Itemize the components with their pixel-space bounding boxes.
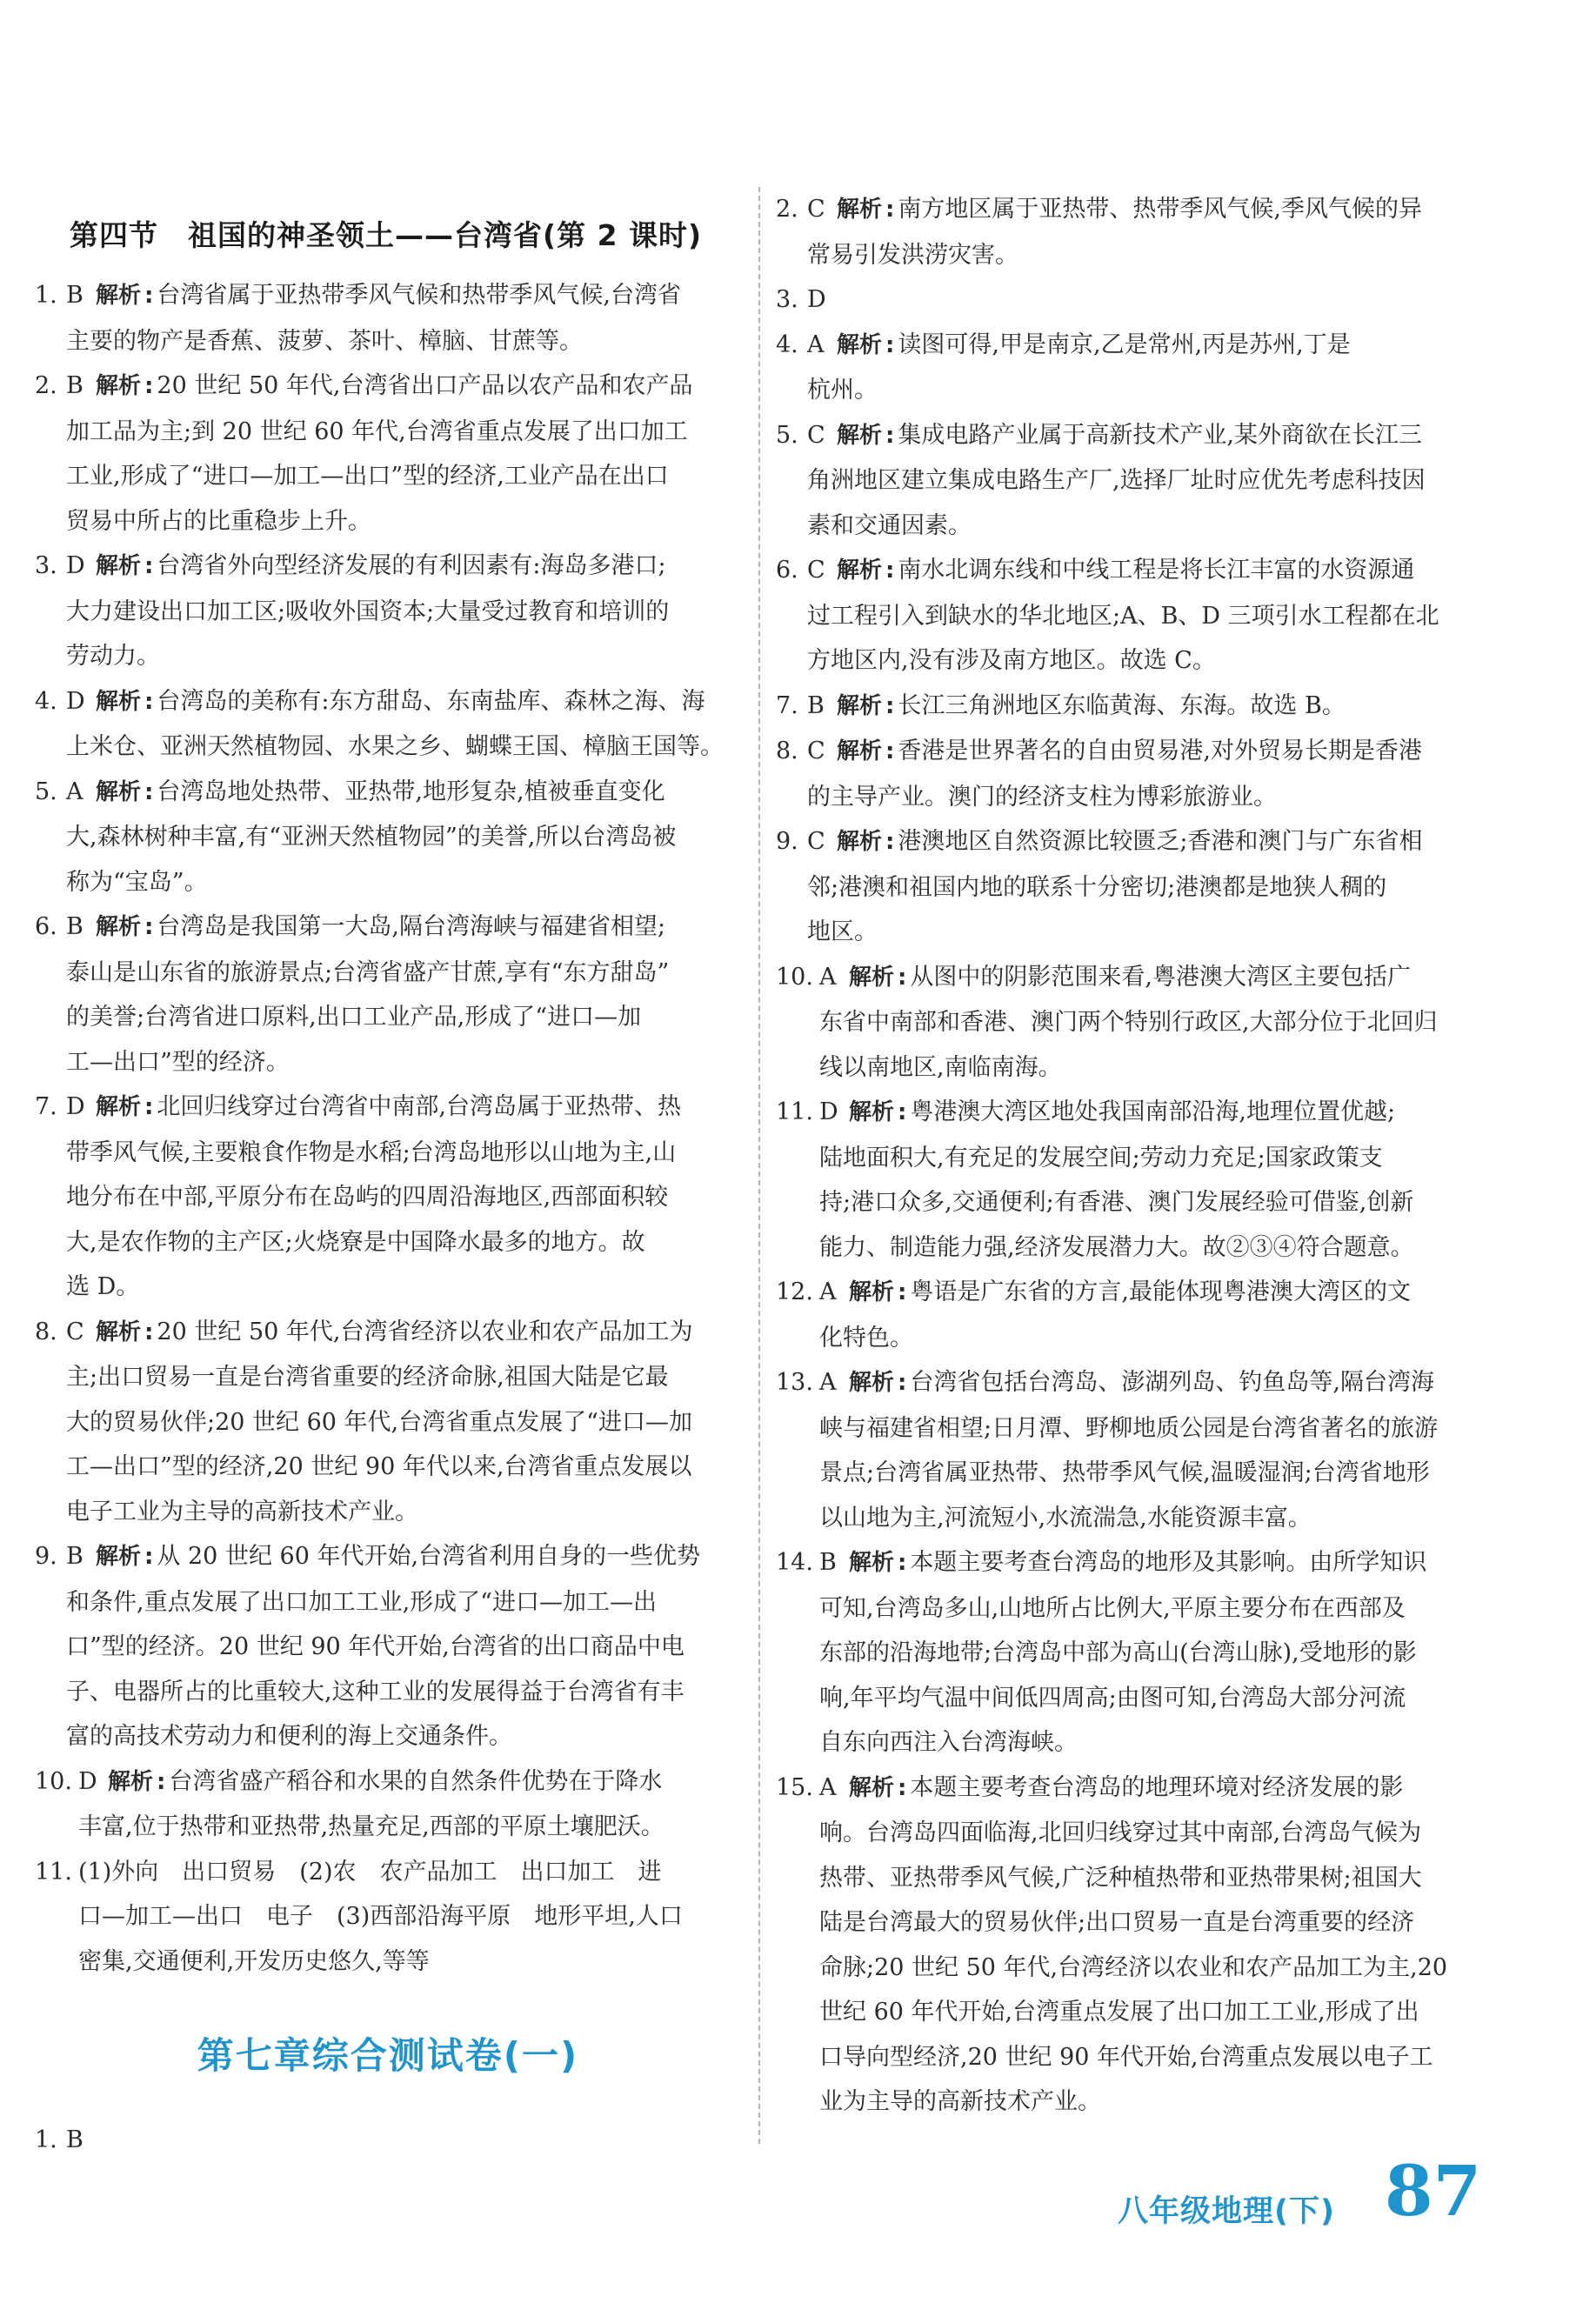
answer-line <box>776 729 1489 775</box>
answer-line <box>35 860 741 905</box>
answer-text: 口”型的经济。20 世纪 90 年代开始,台湾省的出口商品中电 <box>66 1633 684 1660</box>
answer-line <box>776 1045 1489 1091</box>
answer-choice: B <box>66 913 83 940</box>
analysis-label: 解析 <box>96 553 142 579</box>
answer-line <box>35 1759 741 1806</box>
answer-text: 长江三角洲地区东临黄海、东海。故选 B。 <box>898 691 1346 719</box>
answer-line <box>35 1939 741 1985</box>
analysis-colon: : <box>885 331 895 358</box>
answer-choice: C <box>807 421 825 449</box>
answer-line <box>776 187 1489 233</box>
answer-line <box>776 548 1489 594</box>
answer-line <box>35 1265 741 1310</box>
answer-item <box>776 819 1489 955</box>
answer-text: 地分布在中部,平原分布在岛屿的四周沿海地区,西部面积较 <box>66 1184 669 1211</box>
answer-line <box>35 499 741 544</box>
answer-text: 大力建设出口加工区;吸收外国资本;大量受过教育和培训的 <box>66 597 670 625</box>
right-answer-list <box>776 187 1489 2125</box>
answer-text: 读图可得,甲是南京,乙是常州,丙是苏州,丁是 <box>898 330 1351 358</box>
answer-text: 杭州。 <box>807 377 878 404</box>
answer-line <box>35 544 741 590</box>
answer-line <box>776 1720 1489 1766</box>
answer-text: 台湾岛地处热带、亚热带,地形复杂,植被垂直变化 <box>157 778 665 805</box>
answer-choice: D <box>78 1767 97 1795</box>
answer-item <box>35 1850 741 1985</box>
answer-item <box>35 1534 741 1759</box>
answer-line <box>776 1270 1489 1316</box>
answer-item <box>776 1270 1489 1360</box>
answer-line <box>35 1040 741 1085</box>
answer-line <box>35 454 741 499</box>
answer-text: 大的贸易伙伴;20 世纪 60 年代,台湾省重点发展了“进口—加 <box>66 1408 692 1436</box>
answer-choice: A <box>807 330 825 358</box>
answer-text: 从图中的阴影范围来看,粤港澳大湾区主要包括广 <box>910 963 1412 991</box>
analysis-colon: : <box>898 1279 907 1305</box>
answer-text: 过工程引入到缺水的华北地区;A、B、D 三项引水工程都在北 <box>807 602 1439 630</box>
answer-number: 6. <box>776 557 798 584</box>
analysis-label: 解析 <box>849 1279 895 1305</box>
analysis-colon: : <box>144 914 154 940</box>
answer-number: 3. <box>35 552 57 579</box>
answer-item <box>776 1766 1489 2125</box>
answer-text: 南水北调东线和中线工程是将长江丰富的水资源通 <box>898 557 1415 584</box>
answer-text: 东省中南部和香港、澳门两个特别行政区,大部分位于北回归 <box>819 1009 1438 1036</box>
answer-number: 1. <box>35 2126 57 2153</box>
answer-text: 热带、亚热带季风气候,广泛种植热带和亚热带果树;祖国大 <box>819 1864 1422 1892</box>
answer-line <box>35 679 741 725</box>
answer-line <box>35 1445 741 1490</box>
answer-number: 4. <box>776 330 798 358</box>
answer-line <box>776 775 1489 820</box>
answer-line <box>776 1406 1489 1452</box>
answer-line <box>35 995 741 1040</box>
answer-text: 陆地面积大,有充足的发展空间;劳动力充足;国家政策支 <box>819 1144 1383 1172</box>
answer-text: 大,森林树种丰富,有“亚洲天然植物园”的美誉,所以台湾岛被 <box>66 824 677 851</box>
answer-number: 6. <box>35 913 57 940</box>
answer-text: 持;港口众多,交通便利;有香港、澳门发展经验可借鉴,创新 <box>819 1189 1414 1216</box>
answer-item <box>35 679 741 770</box>
answer-number: 15. <box>776 1773 813 1801</box>
answer-text: 泰山是山东省的旅游景点;台湾省盛产甘蔗,享有“东方甜岛” <box>66 958 670 986</box>
answer-line <box>35 1894 741 1939</box>
answer-line <box>776 1946 1489 1991</box>
answer-number: 13. <box>776 1369 813 1396</box>
answer-text: 密集,交通便利,开发历史悠久,等等 <box>78 1947 430 1975</box>
answer-choice: D <box>66 687 85 715</box>
answer-choice: B <box>66 2126 83 2153</box>
answer-line <box>776 1090 1489 1136</box>
answer-text: 加工品为主;到 20 世纪 60 年代,台湾省重点发展了出口加工 <box>66 417 688 445</box>
answer-text: (1)外向 出口贸易 (2)农 农产品加工 出口加工 进 <box>78 1858 662 1886</box>
analysis-colon: : <box>898 1370 907 1396</box>
answer-item <box>35 1085 741 1310</box>
answer-text: 选 D。 <box>66 1273 140 1300</box>
answer-number: 11. <box>35 1858 72 1886</box>
answer-line <box>35 1670 741 1715</box>
analysis-colon: : <box>144 553 154 579</box>
answer-text: 粤港澳大湾区地处我国南部沿海,地理位置优越; <box>910 1098 1396 1125</box>
answer-line <box>35 319 741 364</box>
answer-text: 自东向西注入台湾海峡。 <box>819 1729 1078 1756</box>
answer-choice: B <box>66 282 83 309</box>
answer-item <box>776 187 1489 277</box>
answer-text: 上米仓、亚洲天然植物园、水果之乡、蝴蝶王国、樟脑王国等。 <box>66 733 724 760</box>
answer-number: 8. <box>35 1318 57 1345</box>
answer-number: 8. <box>776 738 798 764</box>
analysis-label: 解析 <box>849 1550 895 1576</box>
answer-number: 1. <box>35 282 57 309</box>
answer-line <box>776 1316 1489 1361</box>
answer-number: 7. <box>35 1093 57 1120</box>
answer-line <box>776 684 1489 730</box>
answer-text: 主;出口贸易一直是台湾省重要的经济命脉,祖国大陆是它最 <box>66 1364 669 1391</box>
analysis-label: 解析 <box>96 1318 142 1345</box>
answer-line <box>776 277 1489 323</box>
answer-choice: A <box>819 963 837 991</box>
answer-number: 9. <box>35 1543 57 1570</box>
answer-text: 主要的物产是香蕉、菠萝、茶叶、樟脑、甘蔗等。 <box>66 327 583 355</box>
answer-text: 台湾省外向型经济发展的有利因素有:海岛多港口; <box>157 552 666 579</box>
answer-item <box>776 955 1489 1091</box>
answer-item <box>776 1540 1489 1766</box>
answer-choice: B <box>819 1549 837 1576</box>
answer-line <box>776 1451 1489 1496</box>
section-title: 第四节 祖国的神圣领土——台湾省(第 2 课时) <box>70 218 703 252</box>
answer-choice: A <box>819 1773 837 1801</box>
answer-choice: B <box>66 1543 83 1570</box>
answer-line <box>776 1225 1489 1271</box>
analysis-colon: : <box>885 738 895 764</box>
left-answer-list <box>35 273 741 1984</box>
answer-item <box>35 544 741 679</box>
analysis-colon: : <box>885 692 895 719</box>
answer-line <box>776 1856 1489 1901</box>
answer-line <box>35 1534 741 1580</box>
answer-text: 可知,台湾岛多山,山地所占比例大,平原主要分布在西部及 <box>819 1594 1406 1622</box>
answer-line <box>776 594 1489 639</box>
answer-number: 7. <box>776 691 798 719</box>
answer-item <box>35 905 741 1085</box>
chapter-title: 第七章综合测试卷(一) <box>197 2034 579 2077</box>
answer-line <box>776 638 1489 684</box>
answer-line <box>35 273 741 319</box>
analysis-colon: : <box>144 283 154 309</box>
answer-text: 称为“宝岛”。 <box>66 868 208 896</box>
answer-line <box>35 1850 741 1895</box>
answer-text: 丰富,位于热带和亚热带,热量充足,西部的平原土壤肥沃。 <box>78 1813 664 1840</box>
answer-line <box>776 413 1489 459</box>
answer-choice: D <box>807 286 826 313</box>
right-column <box>776 187 1489 2125</box>
answer-line <box>776 1676 1489 1721</box>
answer-item <box>35 1310 741 1535</box>
answer-line <box>776 368 1489 413</box>
answer-choice: B <box>807 691 825 719</box>
answer-text: 本题主要考查台湾岛的地形及其影响。由所学知识 <box>910 1549 1427 1576</box>
answer-line <box>776 1000 1489 1045</box>
answer-item <box>776 413 1489 549</box>
analysis-colon: : <box>885 422 895 449</box>
answer-text: 工业,形成了“进口—加工—出口”型的经济,工业产品在出口 <box>66 463 669 490</box>
answer-line <box>776 1766 1489 1812</box>
answer-choice: C <box>66 1318 84 1345</box>
answer-line <box>35 1400 741 1445</box>
answer-line <box>35 1131 741 1176</box>
answer-item <box>776 277 1489 323</box>
answer-text: 常易引发洪涝灾害。 <box>807 241 1018 269</box>
analysis-label: 解析 <box>837 738 883 764</box>
analysis-colon: : <box>885 197 895 223</box>
analysis-label: 解析 <box>837 422 883 449</box>
answer-line <box>776 819 1489 865</box>
answer-line <box>776 1180 1489 1225</box>
analysis-label: 解析 <box>96 1094 142 1120</box>
chapter-answer-item <box>35 2118 741 2163</box>
analysis-label: 解析 <box>837 197 883 223</box>
answer-text: 响,年平均气温中间低四周高;由图可知,台湾岛大部分河流 <box>819 1684 1406 1712</box>
analysis-colon: : <box>885 829 895 855</box>
analysis-label: 解析 <box>108 1768 154 1795</box>
answer-number: 14. <box>776 1549 813 1576</box>
answer-text: 响。台湾岛四面临海,北回归线穿过其中南部,台湾岛气候为 <box>819 1819 1422 1846</box>
answer-text: 工—出口”型的经济,20 世纪 90 年代以来,台湾省重点发展以 <box>66 1453 692 1480</box>
answer-text: 陆是台湾最大的贸易伙伴;出口贸易一直是台湾重要的经济 <box>819 1909 1415 1936</box>
answer-text: 地区。 <box>807 918 878 945</box>
answer-line <box>35 364 741 410</box>
answer-number: 12. <box>776 1278 813 1305</box>
answer-item <box>35 364 741 544</box>
answer-text: 景点;台湾省属亚热带、热带季风气候,温暖湿润;台湾省地形 <box>819 1459 1430 1486</box>
analysis-colon: : <box>144 1094 154 1120</box>
analysis-colon: : <box>144 1318 154 1345</box>
answer-line <box>776 1811 1489 1856</box>
answer-line <box>35 1220 741 1265</box>
page-number: 87 <box>1385 2150 1482 2232</box>
answer-text: 命脉;20 世纪 50 年代,台湾经济以农业和农产品加工为主,20 <box>819 1953 1448 1981</box>
answer-text: 香港是世界著名的自由贸易港,对外贸易长期是香港 <box>898 738 1423 764</box>
answer-text: 从 20 世纪 60 年代开始,台湾省利用自身的一些优势 <box>157 1543 701 1570</box>
answer-number: 3. <box>776 286 798 313</box>
analysis-label: 解析 <box>837 557 883 584</box>
answer-number: 5. <box>776 421 798 449</box>
answer-number: 4. <box>35 687 57 715</box>
analysis-colon: : <box>144 778 154 805</box>
answer-text: 化特色。 <box>819 1324 913 1352</box>
answer-line <box>35 1355 741 1400</box>
answer-line <box>35 1310 741 1356</box>
analysis-colon: : <box>144 688 154 715</box>
answer-text: 劳动力。 <box>66 643 160 670</box>
answer-line <box>35 1625 741 1670</box>
answer-text: 20 世纪 50 年代,台湾省出口产品以农产品和农产品 <box>157 372 693 399</box>
answer-item <box>776 1090 1489 1270</box>
answer-text: 贸易中所占的比重稳步上升。 <box>66 507 371 535</box>
answer-line <box>776 1360 1489 1406</box>
answer-item <box>776 548 1489 684</box>
answer-text: 20 世纪 50 年代,台湾省经济以农业和农产品加工为 <box>157 1318 693 1345</box>
analysis-label: 解析 <box>96 373 142 399</box>
answer-text: 和条件,重点发展了出口加工工业,形成了“进口—加工—出 <box>66 1588 657 1616</box>
answer-text: 线以南地区,南临南海。 <box>819 1053 1062 1081</box>
answer-choice: D <box>66 1093 85 1120</box>
answer-choice: A <box>819 1278 837 1305</box>
answer-line <box>776 1900 1489 1946</box>
answer-item <box>35 1759 741 1850</box>
answer-line <box>35 770 741 816</box>
answer-text: 工—出口”型的经济。 <box>66 1048 290 1076</box>
answer-line <box>35 1085 741 1131</box>
analysis-colon: : <box>144 1544 154 1570</box>
answer-line <box>776 1540 1489 1586</box>
answer-text: 粤语是广东省的方言,最能体现粤港澳大湾区的文 <box>910 1278 1412 1305</box>
answer-line <box>35 905 741 951</box>
answer-text: 本题主要考查台湾岛的地理环境对经济发展的影 <box>910 1773 1404 1801</box>
answer-line <box>776 865 1489 911</box>
left-column <box>35 187 741 2163</box>
answer-text: 集成电路产业属于高新技术产业,某外商欲在长江三 <box>898 421 1423 449</box>
footer-subject-label: 八年级地理(下) <box>1118 2194 1335 2229</box>
answer-line <box>776 910 1489 955</box>
answer-text: 方地区内,没有涉及南方地区。故选 C。 <box>807 647 1216 674</box>
answer-choice: C <box>807 196 825 223</box>
answer-text: 世纪 60 年代开始,台湾重点发展了出口加工工业,形成了出 <box>819 1999 1419 2026</box>
answer-item <box>35 770 741 905</box>
analysis-label: 解析 <box>849 1099 895 1125</box>
answer-text: 台湾省包括台湾岛、澎湖列岛、钓鱼岛等,隔台湾海 <box>910 1369 1435 1396</box>
analysis-colon: : <box>885 557 895 584</box>
answer-text: 富的高技术劳动力和便利的海上交通条件。 <box>66 1723 512 1750</box>
answer-text: 的主导产业。澳门的经济支柱为博彩旅游业。 <box>807 783 1277 811</box>
analysis-label: 解析 <box>837 331 883 358</box>
answer-number: 5. <box>35 778 57 805</box>
answer-line <box>35 724 741 770</box>
answer-line <box>35 1175 741 1220</box>
answer-item <box>776 729 1489 819</box>
answer-line <box>35 634 741 679</box>
answer-line <box>776 1496 1489 1541</box>
answer-text: 以山地为主,河流短小,水流湍急,水能资源丰富。 <box>819 1504 1312 1532</box>
answer-choice: D <box>819 1098 838 1125</box>
answer-choice: A <box>819 1369 837 1396</box>
answer-text: 东部的沿海地带;台湾岛中部为高山(台湾山脉),受地形的影 <box>819 1639 1417 1666</box>
answer-line <box>776 1136 1489 1181</box>
answer-text: 北回归线穿过台湾省中南部,台湾岛属于亚热带、热 <box>157 1093 682 1120</box>
answer-text: 电子工业为主导的高新技术产业。 <box>66 1498 418 1525</box>
answer-text: 能力、制造能力强,经济发展潜力大。故②③④符合题意。 <box>819 1233 1414 1261</box>
analysis-label: 解析 <box>96 1544 142 1570</box>
answer-line <box>776 323 1489 369</box>
answer-item <box>776 684 1489 730</box>
analysis-label: 解析 <box>96 778 142 805</box>
answer-line <box>35 1714 741 1759</box>
answer-line <box>35 1580 741 1625</box>
answer-text: 邻;港澳和祖国内地的联系十分密切;港澳都是地狭人稠的 <box>807 873 1387 901</box>
answer-text: 大,是农作物的主产区;火烧寮是中国降水最多的地方。故 <box>66 1228 645 1256</box>
answer-line <box>35 1805 741 1850</box>
answer-line <box>35 410 741 455</box>
answer-item <box>776 323 1489 413</box>
answer-choice: C <box>807 828 825 855</box>
answer-text: 的美誉;台湾省进口原料,出口工业产品,形成了“进口—加 <box>66 1004 642 1031</box>
answer-number: 10. <box>35 1767 72 1795</box>
answer-line <box>35 815 741 860</box>
answer-text: 口—加工—出口 电子 (3)西部沿海平原 地形平坦,人口 <box>78 1903 683 1930</box>
answer-choice: A <box>66 778 83 805</box>
answer-text: 峡与福建省相望;日月潭、野柳地质公园是台湾省著名的旅游 <box>819 1414 1439 1442</box>
answer-number: 2. <box>776 196 798 223</box>
answer-line <box>776 458 1489 504</box>
answer-line <box>776 955 1489 1001</box>
answer-line <box>35 1490 741 1535</box>
answer-text: 子、电器所占的比重较大,这种工业的发展得益于台湾省有丰 <box>66 1678 684 1706</box>
answer-text: 台湾省盛产稻谷和水果的自然条件优势在于降水 <box>169 1767 663 1795</box>
answer-line <box>776 2079 1489 2125</box>
analysis-label: 解析 <box>96 688 142 715</box>
answer-text: 口导向型经济,20 世纪 90 年代开始,台湾重点发展以电子工 <box>819 2043 1433 2071</box>
analysis-colon: : <box>898 964 907 991</box>
answer-choice: C <box>807 738 825 764</box>
answer-text: 南方地区属于亚热带、热带季风气候,季风气候的异 <box>898 196 1423 223</box>
answer-line <box>35 590 741 635</box>
analysis-label: 解析 <box>849 964 895 991</box>
answer-text: 台湾省属于亚热带季风气候和热带季风气候,台湾省 <box>157 282 682 309</box>
answer-text: 带季风气候,主要粮食作物是水稻;台湾岛地形以山地为主,山 <box>66 1138 677 1166</box>
answer-choice: D <box>66 552 85 579</box>
analysis-colon: : <box>898 1550 907 1576</box>
answer-text: 角洲地区建立集成电路生产厂,选择厂址时应优先考虑科技因 <box>807 467 1426 494</box>
analysis-colon: : <box>144 373 154 399</box>
column-divider <box>758 187 760 2144</box>
answer-item <box>776 1360 1489 1540</box>
answer-text: 素和交通因素。 <box>807 511 972 539</box>
analysis-label: 解析 <box>837 692 883 719</box>
analysis-colon: : <box>898 1774 907 1801</box>
answer-text: 台湾岛的美称有:东方甜岛、东南盐库、森林之海、海 <box>157 687 705 715</box>
analysis-colon: : <box>157 1768 166 1795</box>
answer-item <box>35 273 741 364</box>
answer-choice: B <box>66 372 83 399</box>
answer-number: 2. <box>35 372 57 399</box>
analysis-label: 解析 <box>849 1774 895 1801</box>
answer-text: 台湾岛是我国第一大岛,隔台湾海峡与福建省相望; <box>157 913 666 940</box>
answer-number: 10. <box>776 963 813 991</box>
analysis-label: 解析 <box>96 283 142 309</box>
answer-line <box>776 504 1489 549</box>
analysis-label: 解析 <box>837 829 883 855</box>
answer-line <box>776 1990 1489 2035</box>
analysis-colon: : <box>898 1099 907 1125</box>
answer-line <box>776 1631 1489 1676</box>
answer-text: 港澳地区自然资源比较匮乏;香港和澳门与广东省相 <box>898 828 1423 855</box>
answer-line <box>776 2035 1489 2080</box>
answer-choice: C <box>807 557 825 584</box>
answer-text: 业为主导的高新技术产业。 <box>819 2088 1101 2115</box>
analysis-label: 解析 <box>849 1370 895 1396</box>
answer-line <box>776 233 1489 278</box>
analysis-label: 解析 <box>96 914 142 940</box>
answer-line <box>776 1586 1489 1632</box>
answer-number: 11. <box>776 1098 813 1125</box>
answer-line <box>35 951 741 996</box>
answer-number: 9. <box>776 828 798 855</box>
